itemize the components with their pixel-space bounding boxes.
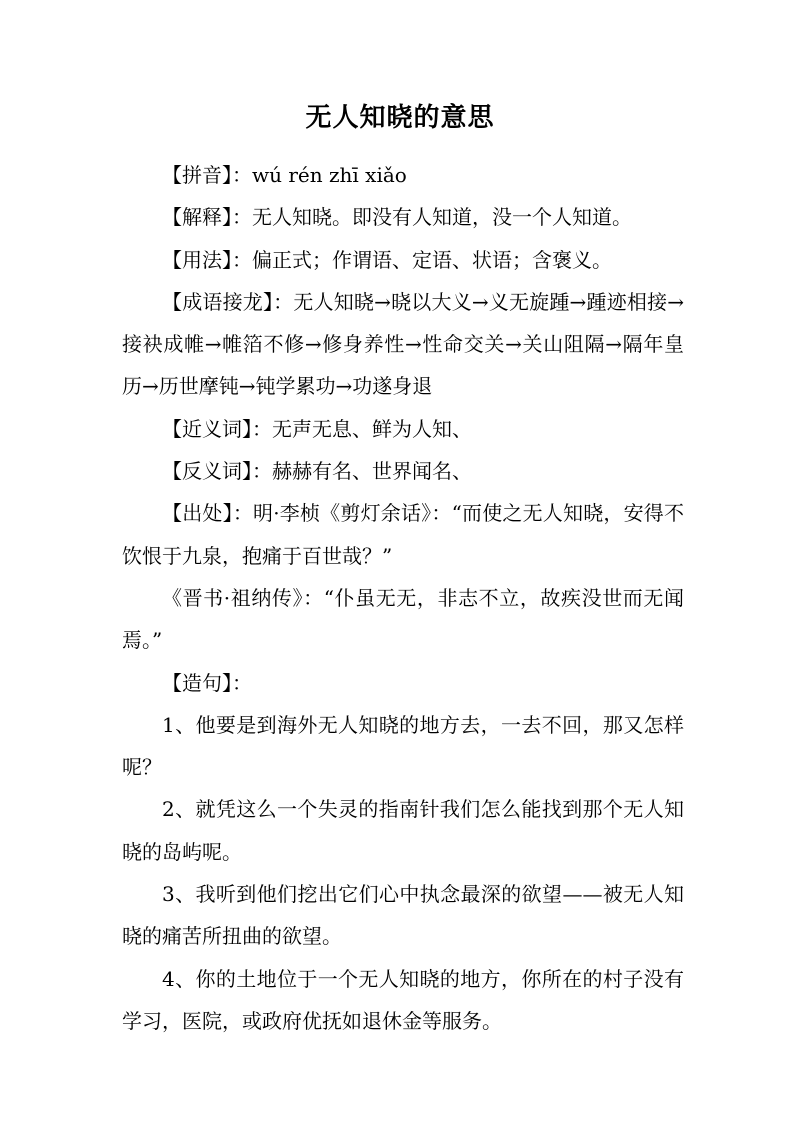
antonyms-label: 【反义词】 <box>162 459 252 484</box>
source-separator: ： <box>232 501 254 526</box>
pinyin-entry <box>122 154 684 196</box>
examples-separator: ： <box>232 670 252 695</box>
usage-entry <box>122 239 684 281</box>
synonyms-text: 无声无息、鲜为人知、 <box>272 416 472 441</box>
explanation-text: 无人知晓。即没有人知道，没一个人知道。 <box>252 205 632 230</box>
example-sentence-2: 2、就凭这么一个失灵的指南针我们怎么能找到那个无人知晓的岛屿呢。 <box>122 797 684 864</box>
source-text: 明·李桢《剪灯余话》：“而使之无人知晓，安得不饮恨于九泉，抱痛于百世哉？” <box>122 501 685 568</box>
example-sentence-3: 3、我听到他们挖出它们心中执念最深的欲望——被无人知晓的痛苦所扭曲的欲望。 <box>122 882 684 949</box>
pinyin-separator: ： <box>232 163 252 187</box>
antonyms-entry <box>122 450 684 492</box>
usage-label: 【用法】 <box>162 247 232 272</box>
examples-label: 【造句】 <box>162 670 232 695</box>
example-sentence-4: 4、你的土地位于一个无人知晓的地方，你所在的村子没有学习，医院，或政府优抚如退休金等服务。 <box>122 966 684 1033</box>
example-sentence-1: 1、他要是到海外无人知晓的地方去，一去不回，那又怎样呢？ <box>122 712 684 780</box>
explanation-entry <box>122 196 684 238</box>
idiom-chain-entry <box>122 281 684 408</box>
synonyms-label: 【近义词】 <box>162 416 252 441</box>
source-second-entry: 《晋书·祖纳传》：“仆虽无无，非志不立，故疾没世而无闻焉。” <box>122 585 684 653</box>
usage-separator: ： <box>232 247 252 272</box>
source-entry <box>122 492 684 577</box>
antonyms-text: 赫赫有名、世界闻名、 <box>272 459 472 484</box>
examples-heading <box>122 662 684 704</box>
idiom-chain-separator: ： <box>273 289 294 314</box>
pinyin-text: wú rén zhī xiǎo <box>252 163 407 187</box>
source-label: 【出处】 <box>162 501 233 526</box>
document-body <box>122 154 684 1042</box>
explanation-separator: ： <box>232 205 252 230</box>
synonyms-entry <box>122 408 684 450</box>
pinyin-label: 【拼音】 <box>162 163 232 187</box>
idiom-chain-label: 【成语接龙】 <box>162 289 274 314</box>
synonyms-separator: ： <box>252 416 272 441</box>
page-title: 无人知晓的意思 <box>305 103 495 133</box>
antonyms-separator: ： <box>252 459 272 484</box>
idiom-chain-text: 无人知晓→晓以大义→义无旋踵→踵迹相接→接袂成帷→帷箔不修→修身养性→性命交关→关山阻隔→隔年皇历→历世摩钝→钝学累功→功遂身退 <box>122 289 685 399</box>
usage-text: 偏正式；作谓语、定语、状语；含褒义。 <box>252 247 612 272</box>
explanation-label: 【解释】 <box>162 205 232 230</box>
